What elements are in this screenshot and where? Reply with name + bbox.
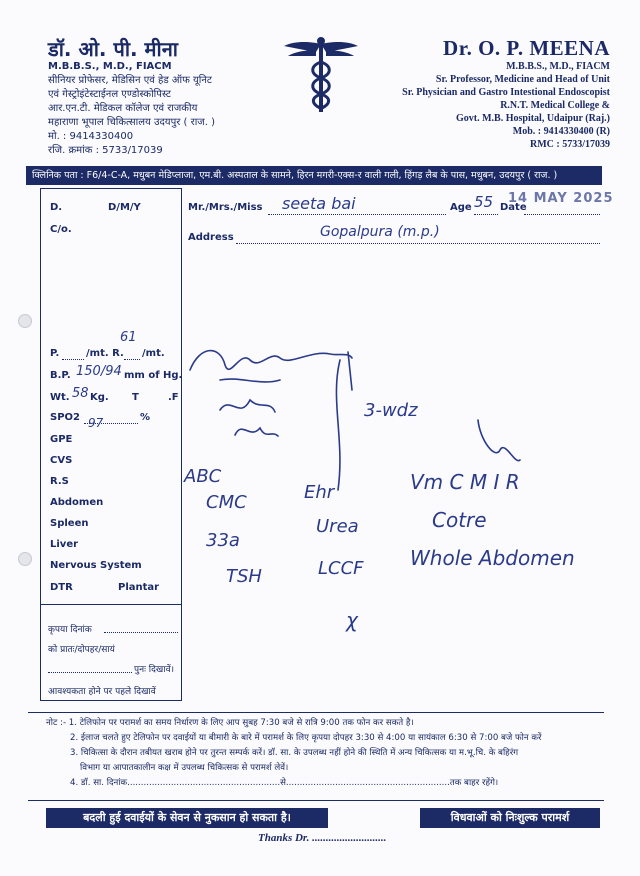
rmc-number: RMC : 5733/17039: [530, 139, 610, 150]
address-label: Address: [188, 232, 234, 243]
spo2-value: 97: [88, 416, 104, 430]
note-abc: ABC: [184, 466, 222, 487]
note-2: 2. ईलाज चलते हुए टेलिफोन पर दवाईयों या बीमारी के बारे में परामर्श के लिए कृपया दोपहर 3:30 से 4:00 या सायंकाल 6:30 से 7:00 बजे फोन करें: [70, 733, 542, 743]
note-urea: Urea: [316, 516, 359, 537]
designation-line: Sr. Physician and Gastro Intestional Endoscopist: [402, 87, 610, 98]
note-symbol: χ: [346, 608, 358, 632]
bp-value: 150/94: [76, 364, 122, 379]
followup-revisit: पुनः दिखावें।: [134, 665, 175, 675]
d-label: D.: [50, 202, 63, 213]
weight-unit: Kg.: [90, 392, 109, 403]
followup-date: कृपया दिनांक: [48, 625, 92, 635]
exam-dtr: DTR: [50, 582, 73, 593]
designation-line: आर.एन.टी. मेडिकल कॉलेज एवं राजकीय: [48, 103, 198, 114]
note-3b: विभाग या आपातकालीन कक्ष में उपलब्ध चिकित्सक से परामर्श लेवें।: [80, 763, 289, 773]
date-label: Date: [500, 202, 527, 213]
doctor-name-english: Dr. O. P. MEENA: [443, 36, 610, 60]
exam-abdomen: Abdomen: [50, 497, 104, 508]
note-3wdz: 3-wdz: [364, 400, 418, 421]
note-whole-abdomen: Whole Abdomen: [410, 546, 575, 570]
doctor-name-hindi: डॉ. ओ. पी. मीना: [48, 37, 178, 61]
age-line: [474, 214, 498, 215]
bp-unit: mm of Hg.: [124, 370, 183, 381]
co-label: C/o.: [50, 224, 72, 235]
note-vmc: Vm C M I R: [410, 470, 520, 494]
patient-name-value: seeta bai: [282, 194, 356, 213]
exam-liver: Liver: [50, 539, 79, 550]
note-ehr: Ehr: [304, 482, 335, 503]
exam-spleen: Spleen: [50, 518, 89, 529]
exam-plantar: Plantar: [118, 582, 160, 593]
exam-nervous-system: Nervous System: [50, 560, 142, 571]
header-english: [310, 36, 610, 151]
footer-free-consultation: विधवाओं को निःशुल्क परामर्श: [420, 808, 600, 828]
punch-hole: [18, 552, 32, 566]
note-cmc: CMC: [206, 492, 247, 513]
resp-unit: /mt.: [142, 348, 165, 359]
pulse-value: 61: [120, 330, 137, 345]
footer-warning: बदली हुई दवाईयों के सेवन से नुकसान हो सकता है।: [46, 808, 328, 828]
designation-line: Sr. Professor, Medicine and Head of Unit: [435, 74, 610, 85]
pulse-label: P.: [50, 348, 60, 359]
registration-hindi: रजि. क्रमांक : 5733/17039: [48, 145, 163, 156]
spo2-unit: %: [140, 412, 151, 423]
date-stamp: 14 MAY 2025: [508, 191, 614, 206]
header-hindi: [48, 38, 268, 158]
thanks-label: Thanks Dr. ...........................: [258, 832, 387, 844]
clinic-address-bar: क्लिनिक पता : F6/4-C-A, मधुबन मेडिप्लाजा, एम.बी. अस्पताल के सामने, हिरन मगरी-एक्स-र वाली गली, हिंगड़ लैब के पास, मधुबन, उदयपुर ( राज. ): [26, 166, 602, 185]
resp-line: [124, 359, 140, 360]
thanks-text: Thanks Dr.: [258, 832, 310, 844]
address-value: Gopalpura (m.p.): [320, 224, 440, 240]
exam-cvs: CVS: [50, 455, 73, 466]
exam-rs: R.S: [50, 476, 69, 487]
handwritten-scribbles: [180, 340, 600, 640]
patient-name-line: [268, 214, 446, 215]
notes-prefix: नोट :-: [46, 718, 67, 728]
mobile-english: Mob. : 9414330400 (R): [512, 126, 610, 137]
mobile-hindi: मो. : 9414330400: [48, 131, 134, 142]
followup-line: [48, 672, 132, 673]
followup-early: आवश्यकता होने पर पहले दिखावें: [48, 687, 156, 697]
followup-date-line: [104, 632, 178, 633]
degree-hindi: M.B.B.S., M.D., FIACM: [48, 61, 172, 72]
age-value: 55: [474, 193, 494, 211]
note-tsh: TSH: [226, 566, 262, 587]
pulse-unit: /mt. R.: [86, 348, 124, 359]
spo2-label: SPO2: [50, 412, 80, 423]
designation-line: महाराणा भूपाल चिकित्सालय उदयपुर ( राज. ): [48, 117, 215, 128]
note-4a: 4. डॉ. सा. दिनांक: [70, 778, 128, 788]
footer-divider: [28, 800, 604, 801]
address-line: [236, 243, 600, 244]
dmy-label: D/M/Y: [108, 202, 141, 213]
weight-label: Wt.: [50, 392, 70, 403]
note-3: 3. चिकित्सा के दौरान तबीयत खराब होने पर तुरन्त सम्पर्क करें। डॉ. सा. के उपलब्ध नहीं होने की स्थिति में अन्य चिकित्सक या म.भू.चि. के बहिरंग: [70, 748, 519, 758]
weight-value: 58: [72, 386, 89, 401]
note-33a: 33a: [206, 530, 240, 551]
age-label: Age: [450, 202, 472, 213]
notes-divider: [28, 712, 604, 713]
followup-time: को प्रातः/दोपहर/सायं: [48, 645, 115, 655]
temp-label: T: [132, 392, 139, 403]
note-4b: से: [280, 778, 286, 788]
temp-unit: .F: [168, 392, 179, 403]
note-1: 1. टेलिफोन पर परामर्श का समय निर्धारण के लिए आप सुबह 7:30 बजे से रात्रि 9:00 तक फोन कर सकते है।: [68, 718, 414, 728]
bp-label: B.P.: [50, 370, 71, 381]
designation-line: सीनियर प्रोफेसर, मेडिसिन एवं हेड ऑफ यूनिट: [48, 75, 212, 86]
pulse-line: [62, 359, 84, 360]
date-line: [524, 214, 600, 215]
designation-line: एवं गेस्ट्रोइंटेस्टाईनल एण्डोस्कोपिस्ट: [48, 89, 171, 100]
designation-line: R.N.T. Medical College &: [500, 100, 610, 111]
patient-name-label: Mr./Mrs./Miss: [188, 202, 263, 213]
note-4c: तक बाहर रहेंगे।: [449, 778, 499, 788]
designation-line: Govt. M.B. Hospital, Udaipur (Raj.): [456, 113, 610, 124]
divider: [40, 604, 182, 605]
punch-hole: [18, 314, 32, 328]
notes-section: नोट :- 1. टेलिफोन पर परामर्श का समय निर्धारण के लिए आप सुबह 7:30 बजे से रात्रि 9:00 तक फोन कर सकते है। 2. ईलाज चलते हुए टेलिफोन पर दवाईयों या बीमारी के बारे में परामर्श के लिए कृपया दोपहर 3:30 से 4:00 या सायंकाल 6:30 से 7:00 बजे फोन करें 3. चिकित्सा के दौरान तबीयत खराब होने पर तुरन्त सम्पर्क करें। डॉ. सा. के उपलब्ध नहीं होने की स्थिति में अन्य चिकित्सक या म.भू.चि. के बहिरंग विभाग या आपातकालीन कक्ष में उपलब्ध चिकित्सक से परामर्श लेवें। 4. डॉ. सा. दिनांक........................................................से............................................................तक बाहर रहेंगे।: [46, 716, 606, 791]
note-lccf: LCCF: [318, 558, 364, 579]
exam-gpe: GPE: [50, 434, 73, 445]
note-cotre: Cotre: [432, 508, 487, 532]
degree-english: M.B.B.S., M.D., FIACM: [506, 61, 610, 72]
